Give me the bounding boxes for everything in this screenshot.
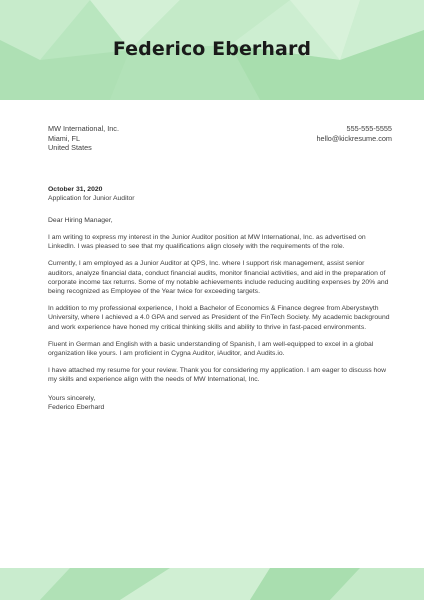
letter-subject: Application for Junior Auditor — [48, 195, 135, 203]
recipient-city: Miami, FL — [48, 133, 81, 143]
paragraph-education: In addition to my professional experience, I hold a Bachelor of Economics & Finance degree from Aberystwyth University, where I achieved a 4.0 GPA and served as President of the FinTech Society. My academic background and work experience have honed my critical thinking skills and ability to thrive in fast-paced environments. — [48, 305, 390, 331]
recipient-company: MW International, Inc. — [48, 124, 119, 133]
paragraph-experience: Currently, I am employed as a Junior Auditor at QPS, Inc. where I support risk management, assist senior auditors, analyze financial data, conduct financial audits, monitor financial activities, and aid in the preparation of corporate income tax returns. Some of my notable achievements include reducing auditing expenses by 20% and being recognized as Employee of the Year twice for exceeding targets. — [48, 260, 389, 296]
header-banner — [0, 0, 424, 100]
letter-salutation: Dear Hiring Manager, — [48, 216, 113, 224]
signature-name: Federico Eberhard — [48, 403, 105, 411]
footer-banner — [0, 568, 424, 600]
closing-phrase: Yours sincerely, — [48, 394, 96, 402]
letter-date: October 31, 2020 — [48, 185, 103, 193]
paragraph-intro: I am writing to express my interest in the Junior Auditor position at MW International, Inc. as advertised on LinkedIn. I was pleased to see that my qualifications align closely with the requirements of the role. — [48, 234, 366, 251]
letter-body — [48, 124, 392, 412]
sender-email: hello@kickresume.com — [316, 133, 392, 143]
applicant-name: Federico Eberhard — [112, 38, 312, 60]
recipient-address — [48, 124, 119, 153]
letter-signoff — [48, 394, 392, 412]
paragraph-languages: Fluent in German and English with a basic understanding of Spanish, I am well-equipped to excel in a global organization like yours. I am proficient in Cygna Auditor, iAuditor, and Audits.io. — [48, 340, 374, 358]
sender-contact — [316, 124, 392, 153]
sender-phone: 555-555-5555 — [346, 124, 392, 133]
recipient-country: United States — [48, 143, 92, 153]
footer-pattern — [0, 568, 424, 600]
paragraph-closing: I have attached my resume for your review. Thank you for considering my application. I am eager to discuss how my skills and experience align with the needs of MW International, Inc. — [48, 367, 386, 384]
address-row — [48, 124, 392, 153]
